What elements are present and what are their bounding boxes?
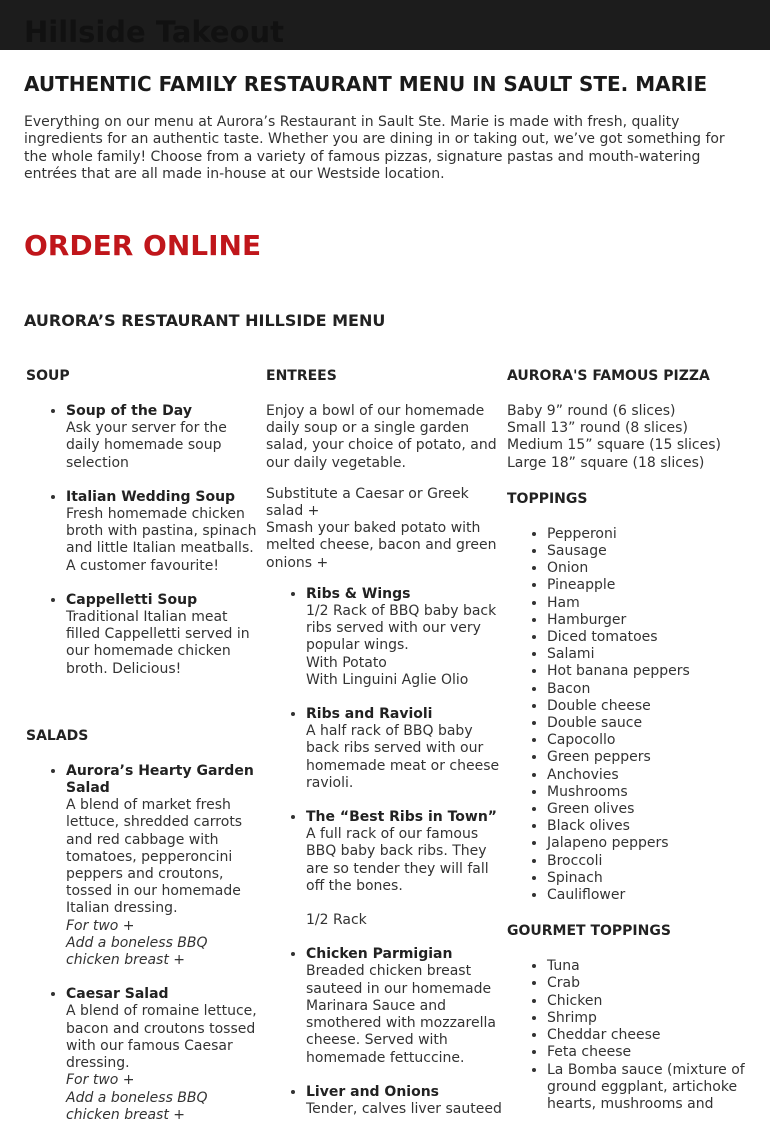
entrees-intro: Enjoy a bowl of our homemade daily soup or a single garden salad, your choice of potato, and our daily vegetable.	[266, 403, 497, 471]
list-item	[66, 986, 262, 1124]
list-item	[306, 1084, 504, 1118]
list-item: • Green olives	[547, 801, 745, 818]
item-description: A blend of market fresh lettuce, shredded carrots and red cabbage with tomatoes, pepperoncini peppers and croutons, tossed in our homemade Italian dressing.	[66, 797, 243, 917]
pizza-size: Large 18” square (18 slices)	[507, 454, 705, 471]
intro-paragraph: Everything on our menu at Aurora’s Restaurant in Sault Ste. Marie is made with fresh, quality ingredients for an authentic taste. Whether you are dining in or taking out, we’ve got something for the whole family! Choose from a variety of famous pizzas, signature pastas and mouth-watering entrées that are all made in-house at our Westside location.	[24, 114, 725, 183]
list-item: • Hot banana peppers	[547, 663, 745, 680]
item-description: Traditional Italian meat filled Cappelletti served in our homemade chicken broth. Delicious!	[66, 609, 250, 677]
list-item: • Spinach	[547, 870, 745, 887]
item-name: • Cappelletti Soup	[66, 591, 198, 608]
list-item: • Bacon	[547, 681, 745, 698]
list-item: • Tuna	[547, 958, 745, 975]
menu-column-entrees	[266, 367, 504, 1135]
item-name: • Soup of the Day	[66, 403, 192, 419]
order-online-link[interactable]: ORDER ONLINE	[24, 229, 262, 262]
item-note: For two +	[66, 1072, 135, 1089]
list-item: • Anchovies	[547, 767, 745, 784]
item-name: • Liver and Onions	[306, 1083, 440, 1100]
list-item: • Capocollo	[547, 732, 745, 749]
item-description: A half rack of BBQ baby back ribs served with our homemade meat or cheese ravioli.	[306, 723, 500, 791]
item-name: • Ribs and Ravioli	[306, 706, 433, 723]
menu-column-pizza	[507, 367, 745, 1113]
section-heading-toppings: TOPPINGS	[507, 490, 588, 507]
item-name: • The “Best Ribs in Town”	[306, 809, 498, 826]
gourmet-toppings-list	[507, 958, 745, 1113]
item-option: With Potato	[306, 654, 387, 671]
toppings-list	[507, 526, 745, 904]
item-description: Breaded chicken breast sauteed in our homemade Marinara Sauce and smothered with mozzarella cheese. Served with homemade fettuccine.	[306, 963, 496, 1066]
list-item	[306, 809, 504, 929]
list-item: • Mushrooms	[547, 784, 745, 801]
site-brand-title[interactable]: Hillside Takeout	[24, 15, 285, 49]
list-item: • Double sauce	[547, 715, 745, 732]
list-item: • Feta cheese	[547, 1044, 745, 1061]
item-option: With Linguini Aglie Olio	[306, 671, 469, 688]
list-item: • Pineapple	[547, 577, 745, 594]
item-name: • Chicken Parmigian	[306, 946, 453, 963]
entrees-smash-note: Smash your baked potato with melted cheese, bacon and green onions +	[266, 520, 497, 571]
item-description: A full rack of our famous BBQ baby back ribs. They are so tender they will fall off the bones.	[306, 826, 489, 894]
item-name: • Ribs & Wings	[306, 585, 411, 602]
list-item: • La Bomba sauce (mixture of ground eggplant, artichoke hearts, mushrooms and	[547, 1062, 745, 1114]
entrees-list	[266, 586, 504, 1118]
list-item	[306, 946, 504, 1066]
list-item: • Diced tomatoes	[547, 629, 745, 646]
list-item: • Cheddar cheese	[547, 1027, 745, 1044]
list-item: • Salami	[547, 646, 745, 663]
menu-column-soup-salads	[26, 367, 262, 1141]
section-heading-gourmet-toppings: GOURMET TOPPINGS	[507, 923, 671, 940]
soup-list	[26, 403, 262, 678]
section-heading-entrees: ENTREES	[266, 368, 337, 384]
page-title: AUTHENTIC FAMILY RESTAURANT MENU IN SAULT STE. MARIE	[24, 72, 708, 96]
list-item: • Broccoli	[547, 853, 745, 870]
list-item: • Pepperoni	[547, 526, 745, 543]
list-item: • Jalapeno peppers	[547, 835, 745, 852]
section-heading-salads: SALADS	[26, 727, 89, 744]
list-item	[66, 403, 262, 472]
item-description: Ask your server for the daily homemade soup selection	[66, 420, 227, 471]
pizza-size: Baby 9” round (6 slices)	[507, 403, 676, 419]
list-item: • Sausage	[547, 543, 745, 560]
item-name: • Aurora’s Hearty Garden Salad	[66, 762, 254, 797]
item-note: Add a boneless BBQ chicken breast +	[66, 934, 208, 969]
section-heading-soup: SOUP	[26, 368, 70, 384]
list-item: • Shrimp	[547, 1010, 745, 1027]
pizza-size: Medium 15” square (15 slices)	[507, 437, 721, 454]
list-item: • Ham	[547, 595, 745, 612]
item-option: 1/2 Rack	[306, 912, 367, 929]
list-item: • Onion	[547, 560, 745, 577]
item-note: For two +	[66, 917, 135, 934]
item-description: Fresh homemade chicken broth with pastina, spinach and little Italian meatballs. A customer favourite!	[66, 506, 257, 574]
list-item	[66, 592, 262, 678]
list-item: • Double cheese	[547, 698, 745, 715]
item-note: Add a boneless BBQ chicken breast +	[66, 1089, 208, 1123]
pizza-sizes	[507, 403, 745, 472]
list-item	[66, 763, 262, 969]
site-header	[0, 0, 770, 50]
list-item: • Cauliflower	[547, 887, 745, 904]
list-item: • Chicken	[547, 993, 745, 1010]
pizza-size: Small 13” round (8 slices)	[507, 420, 688, 437]
list-item: • Hamburger	[547, 612, 745, 629]
menu-title: AURORA’S RESTAURANT HILLSIDE MENU	[24, 311, 386, 330]
list-item: • Green peppers	[547, 749, 745, 766]
item-description: 1/2 Rack of BBQ baby back ribs served with our very popular wings.	[306, 603, 497, 654]
list-item	[66, 489, 262, 575]
salads-list	[26, 763, 262, 1124]
entrees-substitute-note: Substitute a Caesar or Greek salad +	[266, 485, 469, 520]
section-heading-pizza: AURORA'S FAMOUS PIZZA	[507, 368, 710, 384]
item-description: A blend of romaine lettuce, bacon and croutons tossed with our famous Caesar dressing.	[66, 1003, 257, 1072]
list-item: • Black olives	[547, 818, 745, 835]
list-item	[306, 706, 504, 792]
item-name: • Caesar Salad	[66, 986, 169, 1003]
item-description: Tender, calves liver sauteed	[306, 1100, 502, 1117]
list-item: • Crab	[547, 975, 745, 992]
list-item	[306, 586, 504, 689]
item-name: • Italian Wedding Soup	[66, 488, 236, 505]
